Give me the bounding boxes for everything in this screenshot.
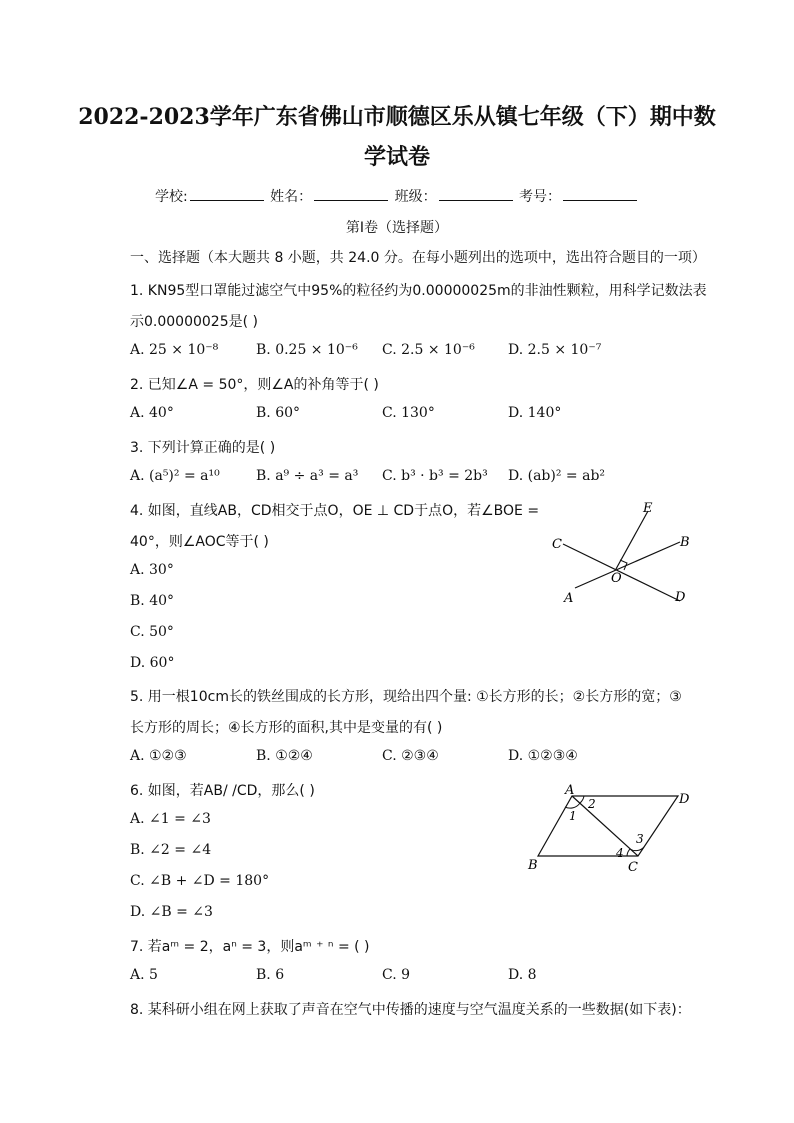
- label-e: E: [643, 501, 653, 516]
- q3-stem: 3. 下列计算正确的是( ): [130, 440, 276, 456]
- q4-option-d: D. 60°: [130, 655, 175, 671]
- q3-option-c: C. b³ · b³ = 2b³: [382, 468, 488, 484]
- angle-arc-2: [580, 796, 584, 803]
- q6-parallelogram-figure: [520, 782, 700, 877]
- angle-label-2: 2: [588, 797, 596, 811]
- q2-option-c: C. 130°: [382, 405, 435, 421]
- q3-option-a: A. (a⁵)² = a¹⁰: [130, 468, 220, 484]
- q2-stem: 2. 已知∠A = 50°，则∠A的补角等于( ): [130, 377, 379, 393]
- label-c: C: [628, 860, 638, 875]
- q4-stem-line2: 40°，则∠AOC等于( ): [130, 534, 269, 550]
- q1-stem-line1: 1. KN95型口罩能过滤空气中95%的粒径约为0.00000025m的非油性颗粒，用科学记数法表: [130, 283, 707, 299]
- q6-option-d: D. ∠B = ∠3: [130, 904, 213, 920]
- angle-arc-4: [627, 849, 630, 856]
- name-blank: [314, 186, 388, 201]
- exam-title-line1: 2022-2023学年广东省佛山市顺德区乐从镇七年级（下）期中数: [78, 104, 716, 130]
- student-info-row: [0, 186, 794, 206]
- label-a: A: [565, 783, 575, 798]
- q3-option-b: B. a⁹ ÷ a³ = a³: [256, 468, 359, 484]
- q6-stem: 6. 如图，若AB/ /CD，那么( ): [130, 783, 315, 799]
- q3-option-d: D. (ab)² = ab²: [508, 468, 606, 484]
- q7-option-c: C. 9: [382, 967, 411, 983]
- label-d: D: [679, 792, 690, 807]
- angle-label-1: 1: [569, 809, 577, 823]
- q5-option-a: A. ①②③: [130, 748, 187, 764]
- label-d: D: [675, 590, 686, 605]
- q4-option-b: B. 40°: [130, 593, 175, 609]
- class-label: 班级：: [394, 189, 437, 205]
- q7-option-d: D. 8: [508, 967, 537, 983]
- q1-stem-line2: 示0.00000025是( ): [130, 314, 258, 330]
- label-b: B: [680, 535, 690, 550]
- q6-option-b: B. ∠2 = ∠4: [130, 842, 212, 858]
- q1-option-b: B. 0.25 × 10⁻⁶: [256, 342, 358, 358]
- right-angle-mark: [620, 560, 627, 570]
- q5-option-d: D. ①②③④: [508, 748, 578, 764]
- q5-stem-line1: 5. 用一根10cm长的铁丝围成的长方形，现给出四个量: ①长方形的长；②长方形的宽；③: [130, 689, 682, 705]
- angle-label-4: 4: [616, 846, 624, 860]
- q2-option-a: A. 40°: [130, 405, 174, 421]
- exam-title-line2: 学试卷: [363, 144, 430, 170]
- name-label: 姓名：: [270, 189, 313, 205]
- section-heading: 一、选择题（本大题共 8 小题，共 24.0 分。在每小题列出的选项中，选出符合题目的一项）: [130, 250, 706, 266]
- q7-stem: 7. 若aᵐ = 2，aⁿ = 3，则aᵐ ⁺ ⁿ = ( ): [130, 939, 370, 955]
- parallelogram-abcd: [538, 796, 678, 856]
- q1-option-d: D. 2.5 × 10⁻⁷: [508, 342, 602, 358]
- school-label: 学校:: [154, 189, 188, 205]
- q7-option-b: B. 6: [256, 967, 285, 983]
- q5-option-c: C. ②③④: [382, 748, 439, 764]
- label-o: O: [611, 571, 622, 586]
- q4-option-a: A. 30°: [130, 562, 174, 578]
- q4-stem-line1: 4. 如图，直线AB，CD相交于点O，OE ⊥ CD于点O，若∠BOE =: [130, 503, 540, 519]
- q1-option-c: C. 2.5 × 10⁻⁶: [382, 342, 475, 358]
- q1-option-a: A. 25 × 10⁻⁸: [130, 342, 219, 358]
- q4-option-c: C. 50°: [130, 624, 174, 640]
- part-heading: 第I卷（选择题）: [345, 220, 449, 236]
- school-blank: [190, 186, 264, 201]
- q6-option-c: C. ∠B + ∠D = 180°: [130, 873, 270, 889]
- q4-intersecting-lines-figure: [540, 498, 710, 610]
- label-c: C: [552, 537, 562, 552]
- q7-option-a: A. 5: [130, 967, 158, 983]
- q5-stem-line2: 长方形的周长；④长方形的面积,其中是变量的有( ): [130, 720, 443, 736]
- class-blank: [439, 186, 513, 201]
- exam-number-blank: [563, 186, 637, 201]
- exam-number-label: 考号：: [519, 189, 562, 205]
- q2-option-b: B. 60°: [256, 405, 301, 421]
- q2-option-d: D. 140°: [508, 405, 562, 421]
- label-a: A: [564, 591, 574, 606]
- diagonal-ac: [572, 796, 638, 856]
- q6-option-a: A. ∠1 = ∠3: [130, 811, 211, 827]
- label-b: B: [528, 858, 538, 873]
- q8-stem: 8. 某科研小组在网上获取了声音在空气中传播的速度与空气温度关系的一些数据(如下表)：: [130, 1002, 691, 1018]
- q5-option-b: B. ①②④: [256, 748, 313, 764]
- angle-label-3: 3: [636, 832, 644, 846]
